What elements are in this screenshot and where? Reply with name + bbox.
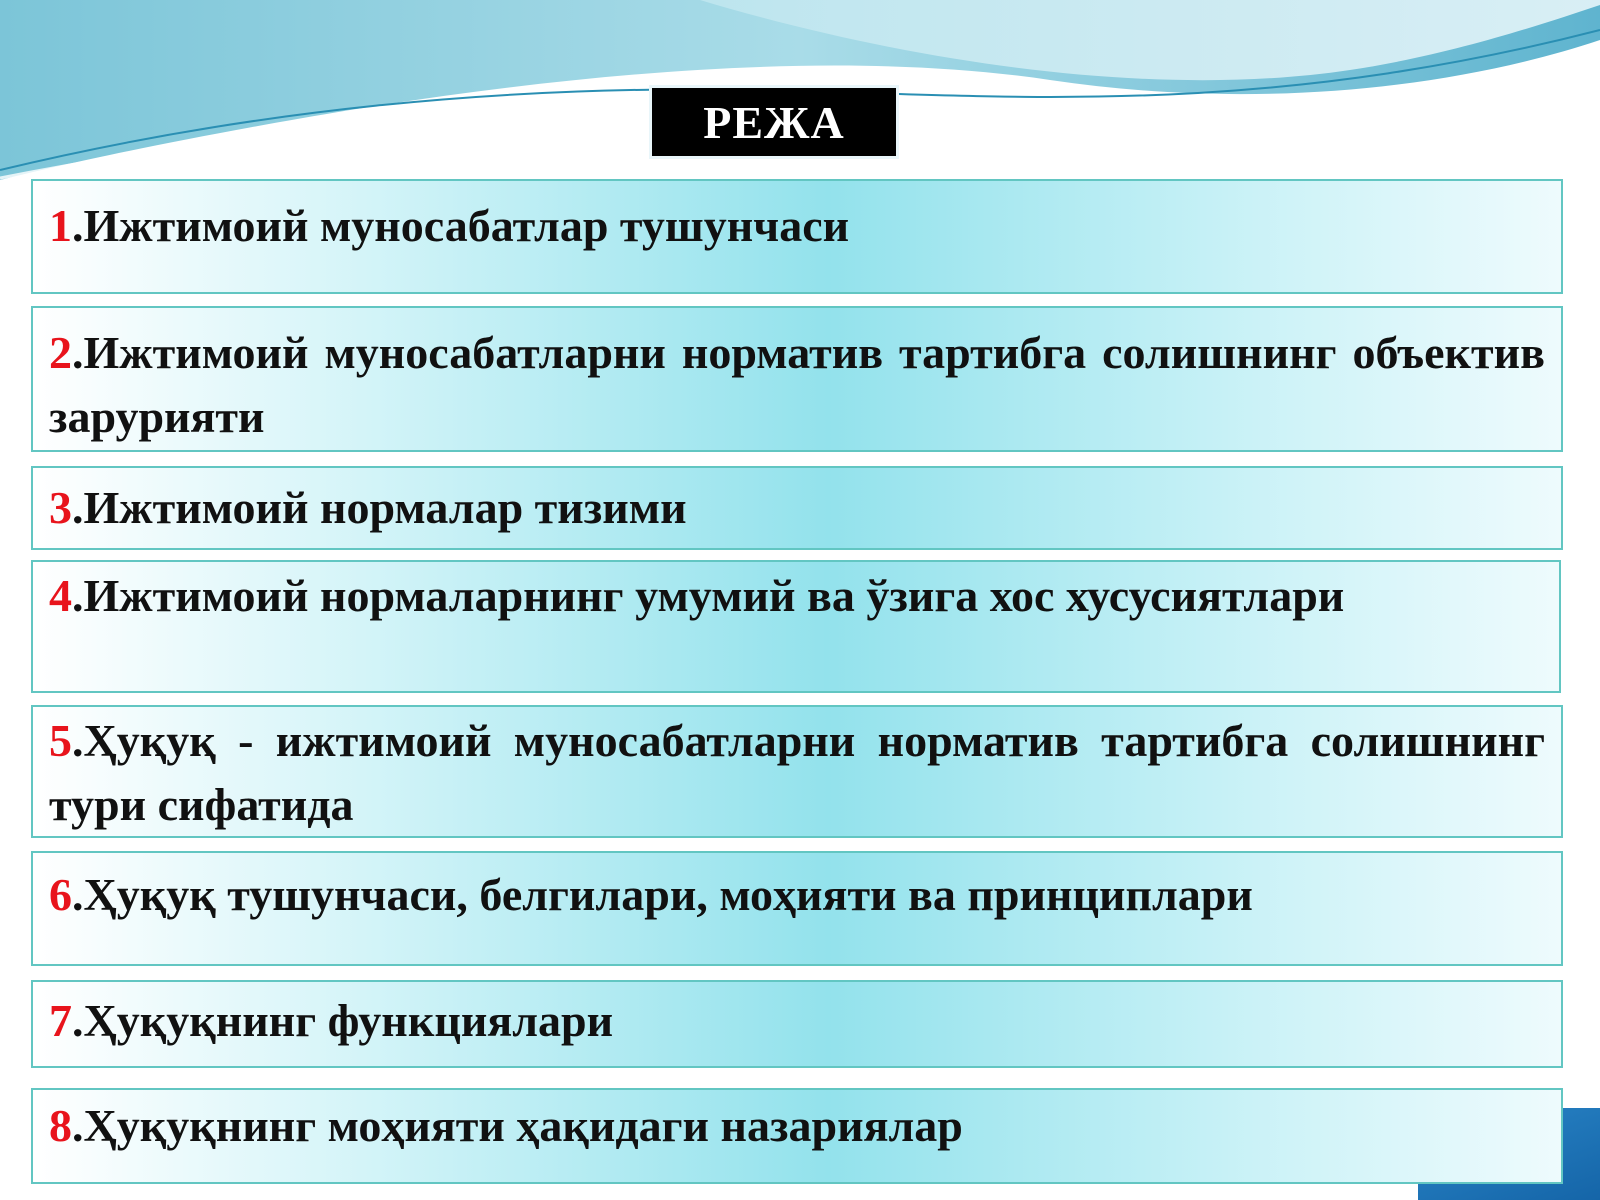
item-number: 5: [49, 715, 72, 766]
item-label: .Ҳуқуқнинг моҳияти ҳақидаги назариялар: [72, 1100, 963, 1151]
item-number: 1: [49, 200, 72, 251]
item-label: .Ҳуқуқ тушунчаси, белгилари, моҳияти ва принциплари: [72, 869, 1253, 920]
plan-item-text: [49, 989, 1545, 1053]
plan-item-text: [49, 321, 1545, 449]
item-number: 3: [49, 482, 72, 533]
item-number: 2: [49, 327, 72, 378]
item-label: .Ижтимоий нормаларнинг умумий ва ўзига хос хусусиятлари: [72, 570, 1345, 621]
plan-item-text: [49, 863, 1545, 927]
page-title: РЕЖА: [652, 88, 896, 156]
plan-item-5: [31, 705, 1563, 838]
item-label: .Ижтимоий муносабатларни норматив тартибга солишнинг объектив зарурияти: [49, 327, 1545, 442]
plan-item-8: [31, 1088, 1563, 1184]
item-number: 7: [49, 995, 72, 1046]
item-number: 4: [49, 570, 72, 621]
plan-item-1: [31, 179, 1563, 294]
plan-item-text: [49, 194, 1545, 258]
plan-item-text: [49, 564, 1543, 628]
item-number: 8: [49, 1100, 72, 1151]
plan-item-text: [49, 709, 1545, 837]
plan-item-7: [31, 980, 1563, 1068]
plan-item-4: [31, 560, 1561, 693]
item-label: .Ҳуқуқнинг функциялари: [72, 995, 614, 1046]
plan-item-text: [49, 1094, 1545, 1158]
plan-item-3: [31, 466, 1563, 550]
plan-item-text: [49, 476, 1545, 540]
item-label: .Ижтимоий нормалар тизими: [72, 482, 687, 533]
item-label: .Ҳуқуқ - ижтимоий муносабатларни норматив тартибга солишнинг тури сифатида: [49, 715, 1545, 830]
plan-item-2: [31, 306, 1563, 452]
item-label: .Ижтимоий муносабатлар тушунчаси: [72, 200, 850, 251]
plan-item-6: [31, 851, 1563, 966]
item-number: 6: [49, 869, 72, 920]
